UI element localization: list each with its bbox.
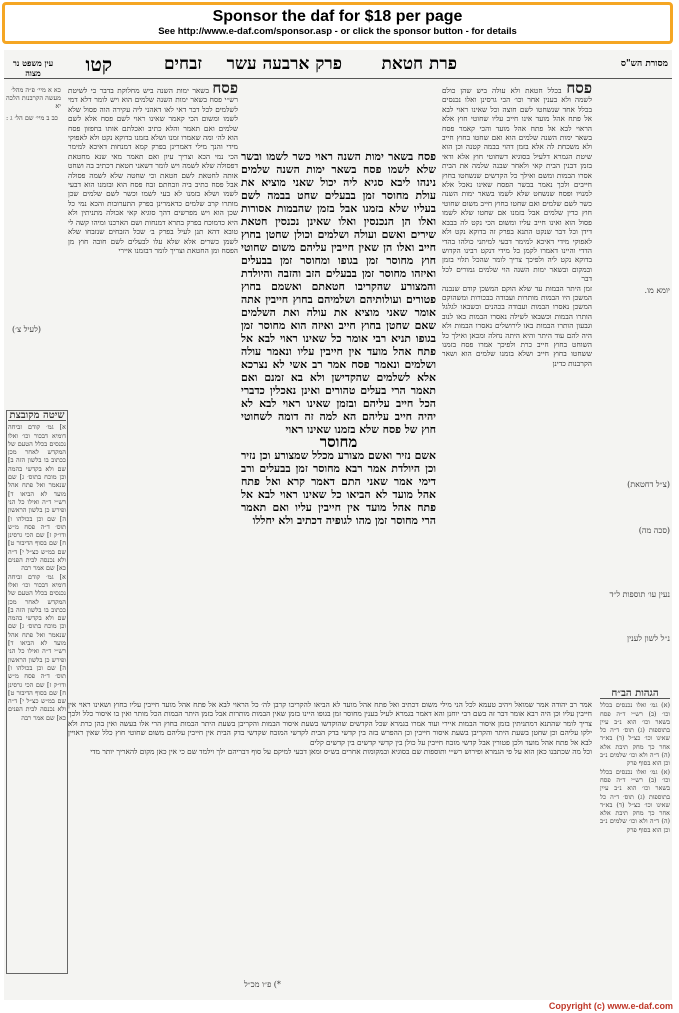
shita-text-repeat: א] גמ׳ קודם זביחה דומיא דבכור וכו׳ ואלו נכנסים בכלל הטעם של המקדש לאחר מכן ככתוב בו בלשון הזה ב] שם ולא בקדשי בהמה וכן מוכח בתוס׳ ג] שם שנאמר ואל פתח אהל מועד לא הביאו ד] רש״י ד״ה ואילו כל הני ופירש כן בלשון הראשון ה] שם וכן בכולהו ו] תוס׳ ד״ה פסח מ״ש ודו״ק ז] שם הכי גרסינן ח] שם בסוף הדיבור ט] שם במ״ש כצ״ל י] ד״ה ולא נכנסה לבית הפנים כא] שם אמר רבה <box>8 572 66 722</box>
gloss-note-a: (לעיל צ׳) <box>12 325 41 334</box>
sponsor-title[interactable]: Sponsor the daf for $18 per page <box>212 8 463 25</box>
copyright-notice[interactable]: Copyright (c) www.e-daf.com <box>548 1001 673 1011</box>
rashi-column <box>442 84 592 524</box>
rashi-text-2: זמן היתר הבמות עד שלא הוקם המשכן קודם שנבנה המשכן היו הבמות מותרות ועבודה בבכורות ומשהוקם המשכן נאסרו הבמות ועבודה בכהנים וכשבאו לגלגל הותרו הבמות וכשבאו לשילה נאסרו הבמות באו לנוב וגבעון הותרו הבמות באו לירושלים נאסרו הבמות ולא היה להם עוד היתר והיא היתה נחלה ומכאן ואילך כל השוחט בחוץ חייב כרת ולפיכך אמרו פסח בזמנו ששחטו בחוץ חייב ושלא בזמנו שלמים הוא ושאר הקרבנות כדינן <box>442 283 592 368</box>
ein-mishpat-note-b: כב ב מיי׳ שם הל׳ ג : <box>6 114 58 122</box>
shita-title: שיטה מקובצת <box>9 410 65 421</box>
tosafot-opening-word: פסח <box>212 84 238 97</box>
perek-number-heading: פרק ארבעה עשר <box>226 54 342 74</box>
gloss-note-d: (צ״ל דחטאת) <box>627 480 670 489</box>
tosafot-column <box>68 84 238 494</box>
gemara-text: פסח בשאר ימות השנה ראוי כשר לשמו ובשר שלא לשמו פסח בשאר ימות השנה שלמים נינהו ליבא סגיא ליה יכול שאני מוציא את עולת מחוסר זמן בבעלים שחט בבמה לשם בעליו שלא בזמנו אבל בזמן שהבמות אסורות ואלו הן הנכנסין ואלו שאינן נכנסין חטאת שירים ואשם ועולה ושלמים וכולן שחטן בחוץ חייב ואלו הן שאין חייבין עליהם משום שחוטי חוץ מחוסר זמן בגופו ומחוסר זמן בבעלים ואיזהו מחוסר זמן בבעלים הזב והזבה והיולדת והמצורע שהקריבו חטאתם ואשמם בחוץ פטורים ועולותיהם ושלמיהם בחוץ חייבין אתה אומר שאני מוציא את עולה ואת השלמים שאם שחטן בחוץ חייב ואיזה הוא מחוסר זמן בגופו תניא רבי אומר כל שאינו ראוי לבא אל פתח אהל מועד אין חייבין עליו ונאמר עולה ושלמים ונאמר פסח אמר רב אשי לא נצרכא אלא לשלמים שהקדישן ולא בא זמנם ואם תאמר הרי בעלים טהורים ואינן נאכלין כדברי הכל חייב עליהם ובזמן שאינו ראוי לבא לא יהיה חייב עליהם הא למה זה דומה לשחוטי חוץ של פסח שלא בזמנו שאינו ראוי <box>241 150 436 436</box>
footer-note: *) פ״ו מכ״ל <box>244 980 281 989</box>
ein-mishpat-heading: עין משפט נר מצוה <box>12 58 54 78</box>
gemara-text-block <box>241 150 436 690</box>
ein-mishpat-note-a: כא א מיי׳ פ״ה מהל׳ מעשה הקרבנות הלכה יא <box>6 86 61 110</box>
mesoret-hashas-heading: מסורת הש"ס <box>620 59 668 69</box>
gloss-note-e: נעין עו׳ תוספות ל״ד <box>609 590 670 599</box>
hagahot-box <box>600 690 670 930</box>
rashi-text: בכלל חטאת ולא עולה ביש שהן כולם לשמה ולא בענין אחר וכו׳ הכי גרסינן ואלו נכנסים בכלל אחד שנשחטו לשם חוצה וכל שאינו ראוי לבא אל פתח אהל מועד אינו חייב עליו שחוטי חוץ אלא הראוי לבא אל פתח אהל מועד והכי קאמר פסח בשאר ימות השנה שלמים הוא ואם שחטו בחוץ חייב ולא משכחת לה אלא בזמן דהוי בבמה קטנה וכן הוא שיטת הגמרא דלעיל בסוגיא דשחוטי חוץ אלא ודאי בזמן דבנין הבית קאי ולאחר שבנה שלמה את הבית אסרו הבמות ומשם ואילך כל הקדשים שנשחטו בחוץ חייבים ולכך נאמר בבשר הפסח שאינו נאכל אלא למנויו ופסח שנשחט שלא לשמו בשאר ימות השנה כשר לשם שלמים ואם שחטו בחוץ חייב משום שחוטי חוץ כדין שלמים אבל בזמנו אם שחטו שלא לשמו פסול הוא ואינו חייב עליו ומשום הכי נקט לה בבבא דידן וכל דבר שנקט התנא בפרק זה בדוקא נקט ולא לאפוקי מידי דאיכא למימר דבעי למיתני כולהו בהדי הדדי והיינו דאמרו לקמן כל מידי דנקט רבינו הקדוש בדוקא נקט ליה ולפיכך צריך לומר שהכל תלוי בזמן ובמקום ובשאר ימות השנה הוי שלמים גמורים לכל דבר <box>442 86 592 284</box>
header-rule <box>4 78 672 79</box>
gloss-note-i: נ״ל לשון לענין <box>627 634 670 643</box>
commentary-bottom: וכל מה שכתבנו כאן הוא על פי הגמרא ופירוש רש״י ותוספות שם בסוגיא ובמקומות אחרים בש״ס ומאן דבעי למיקם על סוף דבריהם ילך וילמד שם כי אין כאן מקום להאריך יותר מדי <box>90 747 592 757</box>
daf-number-heading: קטו <box>85 54 112 76</box>
hagahot-text: (א) גמ׳ ואלו נכנסים בכלל וכו׳ (ב) רש״י ד״ה פסח בשאר וכו׳ הוא נ״ב עיין בתוספות (ג) תוס׳ ד״ה כל שאינו וכו׳ כצ״ל (ד) בא״ד אחר כך מחק תיבת אלא (ה) ד״ה ולא וכו׳ שלמים נ״ב וכן הוא בסוף פרק <box>600 701 670 768</box>
shita-mekubetzet-box <box>6 410 68 974</box>
commentary-text: אמר רב יהודה אמר שמואל ויהיב טעמא לכל הני מילי משום דכתיב ואל פתח אהל מועד לא הביאו להקריבו קרבן לה׳ כל הראוי לבא אל פתח אהל מועד חייבין עליו בחוץ ושאינו ראוי אין חייבין עליו וכן היה רבא אומר דבר זה בשם רבי יוחנן והא דאמר בגמרא לעיל בענין מחוסר זמן בגופו היינו בזמן שאין הבמות מותרות אבל בזמן היתר הבמות הכל מותר ואין בו איסור כלל ולכך צריך לומר שהתנא דמתניתין בזמן איסור הבמות איירי ועוד אמרו בגמרא שכל הקדשים שהוקדשו בשעת איסור הבמות והקריבן בשעת היתר הבמות בחוץ הרי אלו בעשה ואין בהן כרת ולא ילקו עליהם וכן שחטן בשעת היתר והקריבן בשעת איסור חייבין וכן ההפרש בזה בין קדשי בדק הבית לקדשי המזבח שקדשי בדק הבית אין חייבין עליהם משום שחוטי חוץ כלל שאין ראויין לבא אל פתח אהל מועד ולכן פטורין אבל קדשי מזבח חייבין על כולן בין קדשי קדשים בין קדשים קלים <box>68 700 592 747</box>
hagahot-text-repeat: (א) גמ׳ ואלו נכנסים בכלל וכו׳ (ב) רש״י ד״ה פסח בשאר וכו׳ הוא נ״ב עיין בתוספות (ג) תוס׳ ד״ה כל שאינו וכו׳ כצ״ל (ד) בא״ד אחר כך מחק תיבת אלא (ה) ד״ה ולא וכו׳ שלמים נ״ב וכן הוא בסוף פרק <box>600 767 670 834</box>
hagahot-title: הגהות הב״ח <box>600 690 670 699</box>
lower-commentary <box>68 700 592 970</box>
talmud-page <box>4 50 672 1000</box>
gloss-note-c: (סכה מה) <box>638 526 670 535</box>
gemara-section-label: מחוסר <box>319 433 358 451</box>
gloss-note-f: יומא מו. <box>644 286 670 295</box>
sponsor-subtitle[interactable]: See http://www.e-daf.com/sponsor.asp - or click the sponsor button - for details <box>158 26 517 37</box>
sponsor-banner[interactable] <box>2 2 673 44</box>
rashi-opening-word: פסח <box>566 84 592 97</box>
masechet-heading: זבחים <box>163 54 202 74</box>
tosafot-text: בשאר ימות השנה ביש מחלוקת בדבר כי לשיטת רש״י פסח בשאר ימות השנה שלמים הוא ויש לומר דלא דמי לשלמים לכל דבר דאי לאו דאהני ליה עקירה הוה פסול שלא לשמו ומשום הכי קאמר שאינו ראוי לשם פסח אלא לשם שלמים ואם תאמר והלא כתיב ואכלתם אותו בחפזון פסח הוא לה׳ ומה שאמרו זמנו ושלא בזמנו בדוקא נקט ולא לאפוקי מידי והנך מילי דאמרינן בפרק קמא דמנחות דאיכא למימר הכי נמי הכא וצריך עיון ואם תאמר מאי שנא מחטאת דפסולה שלא לשמה ויש לומר דשאני חטאת דכתיב בה ושחט אותה לחטאת לשם חטאת וכי שחטה שלא לשמה פסולה אבל פסח כתיב ביה וזבחתם זבח פסח הוא ובזמנו הוא דבעי לשמו ושלא בזמנו לא בעי לשמו וכשר לשם שלמים שכן מותרו קרב שלמים כדאמרינן בפרק התערובות והכא נמי כל שכן הוא ויש מפרשים דהך סוגיא קאי אכולה מתניתין ולא היא כדמוכח בפרק בתרא דמנחות ושם הארכנו ומיהו קשה לי טובא דהא תנן לעיל בפרק ב׳ שכל הזבחים שנזבחו שלא לשמן כשרים אלא שלא עלו לבעלים לשם חובה חוץ מן הפסח ומן החטאת וצריך לומר דבזמנו איירי <box>68 86 238 255</box>
perek-name-heading: פרת חטאת <box>381 54 457 74</box>
gemara-tail: אשם נזיר ואשם מצורע מכלל שמצורע וכן נזיר וכן היולדת אמר רבא מחוסר זמן בבעלים ורב דימי אמר שאני התם דאמר קרא ואל פתח אהל מועד לא הביאו כל שאינו ראוי לבא אל פתח אהל מועד אין חייבין עליו ואם תאמר הרי מחוסר זמן מהו לגופיה דכתיב ולא יחללו <box>241 449 436 527</box>
shita-text: א] גמ׳ קודם זביחה דומיא דבכור וכו׳ ואלו נכנסים בכלל הטעם של המקדש לאחר מכן ככתוב בו בלשון הזה ב] שם ולא בקדשי בהמה וכן מוכח בתוס׳ ג] שם שנאמר ואל פתח אהל מועד לא הביאו ד] רש״י ד״ה ואילו כל הני ופירש כן בלשון הראשון ה] שם וכן בכולהו ו] תוס׳ ד״ה פסח מ״ש ודו״ק ז] שם הכי גרסינן ח] שם בסוף הדיבור ט] שם במ״ש כצ״ל י] ד״ה ולא נכנסה לבית הפנים כא] שם אמר רבה <box>8 423 66 573</box>
